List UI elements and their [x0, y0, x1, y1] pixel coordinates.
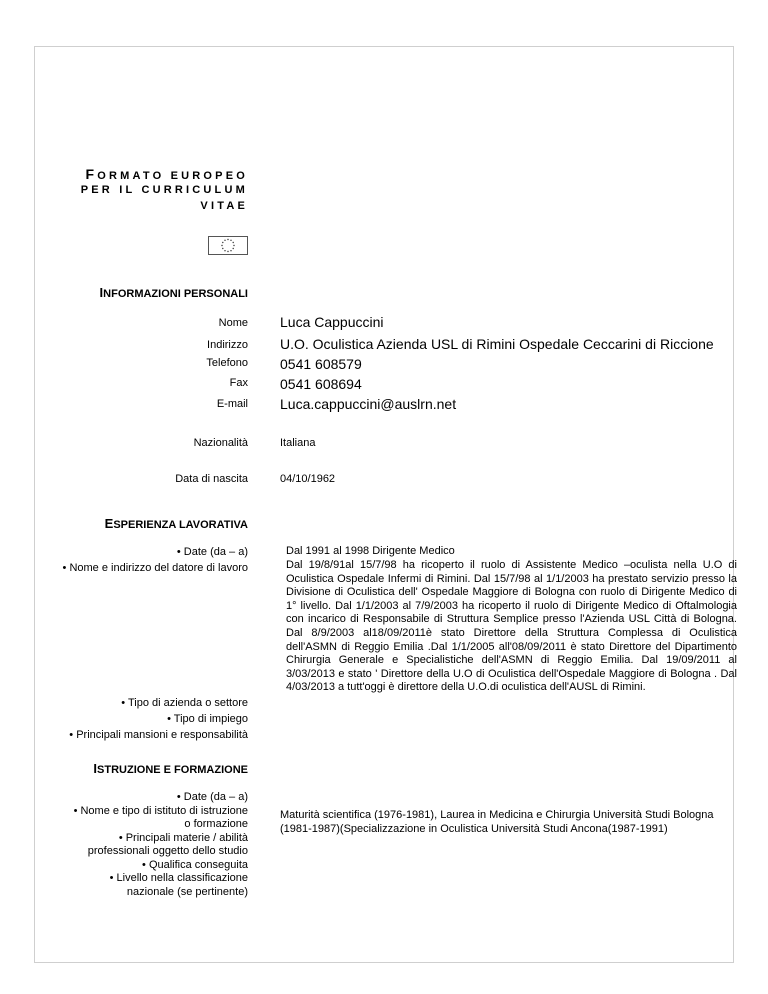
eu-flag-icon [208, 236, 248, 255]
value-indirizzo: U.O. Oculistica Azienda USL di Rimini Ospedale Ceccarini di Riccione [280, 336, 714, 352]
value-nazionalita: Italiana [280, 437, 316, 449]
value-data-nascita: 04/10/1962 [280, 473, 336, 485]
label-edu-livello-2: nazionale (se pertinente) [126, 885, 248, 898]
label-tipo-impiego: • Tipo di impiego [167, 713, 248, 725]
label-edu-livello-1: • Livello nella classificazione [109, 872, 248, 884]
section-heading-personal: INFORMAZIONI PERSONALI [99, 285, 248, 300]
label-fax: Fax [229, 377, 248, 389]
label-nome: Nome [218, 317, 248, 329]
experience-description: Dal 19/8/91al 15/7/98 ha ricoperto il ruolo di Assistente Medico –oculista nella U.O di Oculistica Ospedale Infermi di Rimini. Dal 15/7/98 al 1/1/2003 ha prestato servizio presso la Divisione di Oculistica dell' Ospedale Maggiore di Bologna con ruolo di Dirigente Medico di 1° livello. Dal 1/1/2003 al 7/9/2003 ha ricoperto il ruolo di Dirigente Medico di Oftalmologia con incarico di Responsabile di Struttura Semplice presso l'Azienda USL Città di Bologna. Dal 8/9/2003 al18/09/2011è stato Direttore della Struttura Complessa di Oculistica dell'ASMN di Reggio Emilia .Dal 1/1/2005 all'08/09/2011 è stato Direttore del Dipartimento Chirurgia Generale e Specialistiche dell'ASMN di Reggio Emilia. Dal 19/09/2011 al 3/03/2013 e stato ' Direttore della U.O di Oculistica dell'Ospedale Maggiore di Bologna . Dal 4/03/2013 a tutt'oggi è direttore della U.O.di oculistica dell'AUSL di Rimini. [286, 559, 737, 694]
value-telefono: 0541 608579 [280, 356, 362, 372]
label-indirizzo: Indirizzo [207, 339, 248, 351]
label-data-nascita: Data di nascita [175, 473, 248, 485]
label-exp-date: • Date (da – a) [176, 546, 248, 558]
value-nome: Luca Cappuccini [280, 314, 384, 330]
education-description: Maturità scientifica (1976-1981), Laurea in Medicina e Chirurgia Università Studi Bologna (1981-1987)(Specializzazione in Oculistica Università Studi Ancona(1987-1991) [280, 809, 714, 835]
label-exp-employer: • Nome e indirizzo del datore di lavoro [62, 562, 248, 574]
label-telefono: Telefono [206, 357, 248, 369]
value-email[interactable]: Luca.cappuccini@auslrn.net [280, 396, 457, 412]
section-heading-education: ISTRUZIONE E FORMAZIONE [93, 761, 248, 776]
label-mansioni: • Principali mansioni e responsabilità [69, 729, 248, 741]
label-nazionalita: Nazionalità [193, 437, 248, 449]
cv-title-line-2: PER IL CURRICULUM [80, 184, 248, 196]
value-exp-date: Dal 1991 al 1998 Dirigente Medico [286, 545, 455, 557]
cv-title-line-1: FORMATO EUROPEO [85, 166, 248, 182]
label-edu-qualifica: • Qualifica conseguita [142, 858, 248, 871]
label-tipo-azienda: • Tipo di azienda o settore [121, 697, 248, 709]
cv-title-line-3: VITAE [200, 200, 248, 212]
label-edu-date: • Date (da – a) [176, 791, 248, 803]
education-labels [74, 791, 248, 899]
label-edu-materie-2: professionali oggetto dello studio [87, 845, 248, 857]
label-edu-istituto-2: o formazione [184, 818, 248, 830]
label-edu-materie-1: • Principali materie / abilità [118, 831, 248, 844]
label-email: E-mail [216, 398, 248, 410]
section-heading-experience: ESPERIENZA LAVORATIVA [104, 516, 248, 531]
value-fax: 0541 608694 [280, 376, 362, 392]
label-edu-istituto-1: • Nome e tipo di istituto di istruzione [73, 804, 248, 817]
